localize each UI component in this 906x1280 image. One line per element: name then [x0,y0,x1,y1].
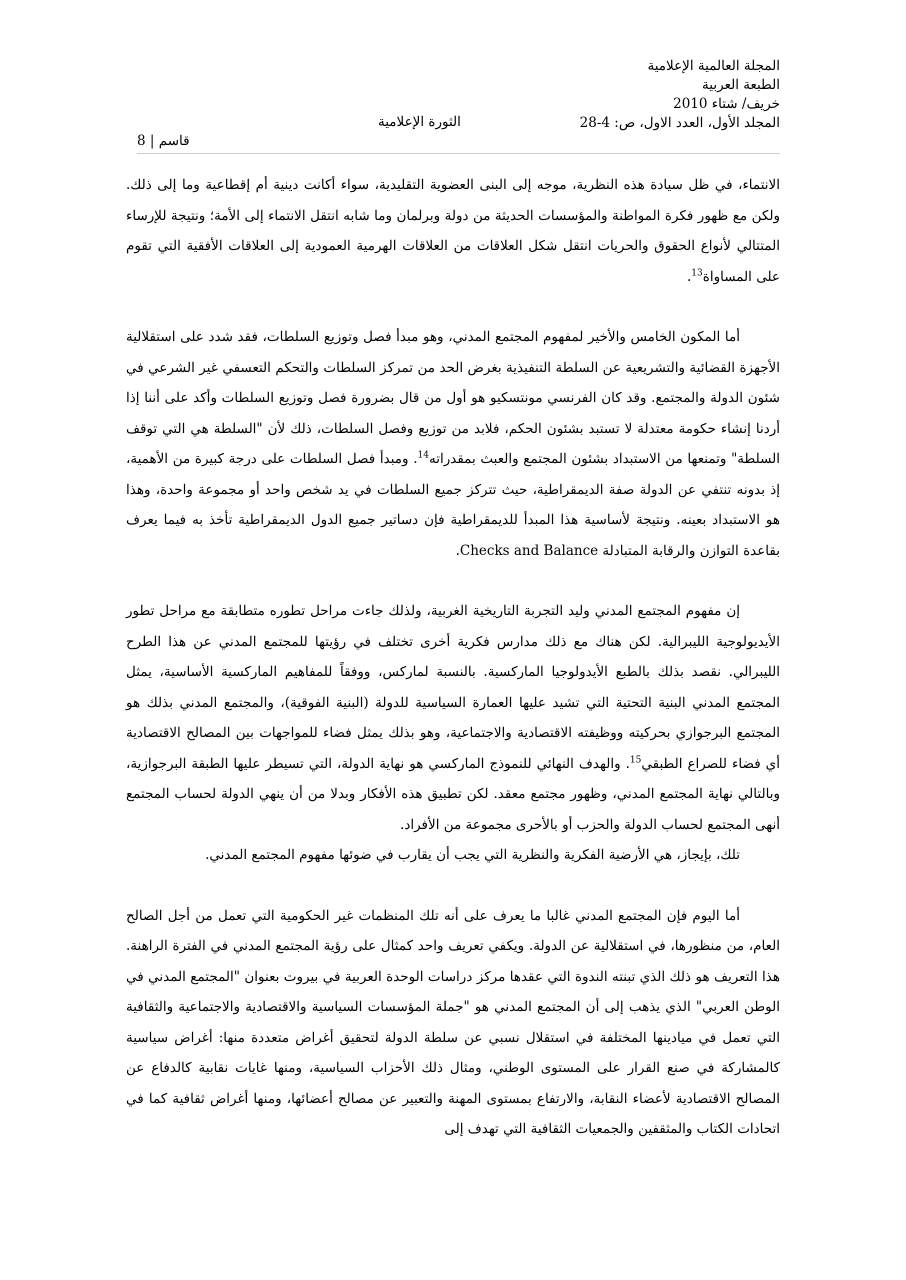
journal-name: المجلة العالمية الإعلامية [647,58,780,74]
footnote-ref-13[interactable]: 13 [691,268,703,278]
footnote-ref-15[interactable]: 15 [629,755,642,765]
paragraph-3: إن مفهوم المجتمع المدني وليد التجربة التاريخية الغربية، ولذلك جاءت مراحل تطوره متطابقة مع مراحل تطور الأيديولوجية الليبرالية. لكن هناك مع ذلك مدارس فكرية أخرى تختلف في رؤيتها للمجتمع المدني عن هذا الطرح الليبرالي. نقصد بذلك بالطبع الأيدولوجيا الماركسية. بالنسبة لماركس، ووفقاً للمفاهيم الماركسية الأساسية، يمثل المجتمع المدني البنية التحتية التي تشيد عليها العمارة السياسية للدولة (البنية الفوقية)، والمجتمع المدني بذلك هو المجتمع البرجوازي بحركيته ووظيفته الاقتصادية والاجتماعية، وهو بذلك يمثل فضاء للمواجهات بين المصالح الاقتصادية أي فضاء للصراع الطبقي$^{15}$. والهدف النهائي للنموذج الماركسي هو نهاية الدولة، التي تسيطر عليها الطبقة البرجوازية، وبالتالي نهاية المجتمع المدني، وظهور مجتمع معقد. لكن تطبيق هذه الأفكار وبدلا من أن ينهي الدولة لحساب المجتمع أنهى المجتمع لحساب الدولة والحزب أو بالأحرى مجموعة من الأفراد. [126,603,780,833]
paragraph-2: أما المكون الخامس والأخير لمفهوم المجتمع المدني، وهو مبدأ فصل وتوزيع السلطات، فقد شدد على استقلالية الأجهزة القضائية والتشريعية عن السلطة التنفيذية بغرض الحد من تمركز السلطات والتحكم التعسفي غير الشرعي في شئون الدولة والمجتمع. وقد كان الفرنسي مونتسكيو هو أول من قال بضرورة فصل وتوزيع السلطات وأكد على أننا إذا أردنا إنشاء حكومة معتدلة لا تستبد بشئون الحكم، فلابد من توزيع وفصل السلطات، ذلك لأن "السلطة هي التي توقف السلطة" وتمنعها من الاستبداد بشئون المجتمع والعبث بمقدراته$^{14}$. ومبدأ فصل السلطات على درجة كبيرة من الأهمية، إذ بدونه تنتفي عن الدولة صفة الديمقراطية، حيث تتركز جميع السلطات في يد شخص واحد أو مجموعة واحدة، وهذا هو الاستبداد بعينه. ونتيجة لأساسية هذا المبدأ للديمقراطية فإن دساتير جميع الدول الديمقراطية تأخذ به فيما يعرف بقاعدة التوازن والرقابة المتبادلة Checks and Balance. [126,329,780,559]
body-text [126,170,780,1175]
journal-edition: الطبعة العربية [702,77,780,93]
paragraph-1: الانتماء، في ظل سيادة هذه النظرية، موجه إلى البنى العضوية التقليدية، سواء أكانت دينية أم إقطاعية وما إلى ذلك. ولكن مع ظهور فكرة المواطنة والمؤسسات الحديثة من دولة وبرلمان وما شابه انتقل الانتماء إلى الأمة؛ ونتيجة للإرساء المتتالي لأنواع الحقوق والحريات انتقل شكل العلاقات من العلاقات الهرمية العمودية إلى العلاقات الأفقية التي تقوم على المساواة$^{13}$. [126,177,780,285]
paragraph-4: أما اليوم فإن المجتمع المدني غالبا ما يعرف على أنه تلك المنظمات غير الحكومية التي تعمل من أجل الصالح العام، من منظورها، في استقلالية عن الدولة. ويكفي تعريف واحد كمثال على رؤية المجتمع المدني في الفترة الراهنة. هذا التعريف هو ذلك الذي تبنته الندوة التي عقدها مركز دراسات الوحدة العربية في بيروت بعنوان "المجتمع المدني في الوطن العربي" الذي يذهب إلى أن المجتمع المدني هو "جملة المؤسسات السياسية والاقتصادية والاجتماعية والثقافية التي تعمل في ميادينها المختلفة في استقلال نسبي عن سلطة الدولة لتحقيق أغراض متعددة منها: أغراض سياسية كالمشاركة في صنع القرار على المستوى الوطني، ومثال ذلك الأحزاب السياسية، ومنها غايات نقابية كالدفاع عن المصالح الاقتصادية لأعضاء النقابة، والارتفاع بمستوى المهنة والتعبير عن مصالح أعضائها، ومنها أغراض ثقافية كما في اتحادات الكتاب والمثقفين والجمعيات الثقافية التي تهدف إلى [126,907,780,1137]
paragraph-3-closing: تلك، بإيجاز، هي الأرضية الفكرية والنظرية التي يجب أن يقارب في ضوئها مفهوم المجتمع المدني. [205,847,740,863]
journal-volume: المجلد الأول، العدد الاول، ص: 4-28 [579,115,780,131]
journal-season: خريف/ شتاء 2010 [673,96,780,112]
article-title: الثورة الإعلامية [378,114,461,130]
header-rule [137,153,780,154]
footnote-ref-14[interactable]: 14 [417,450,429,461]
checks-and-balance-term: Checks and Balance [459,542,599,559]
page-number: قاسم | 8 [137,133,190,149]
